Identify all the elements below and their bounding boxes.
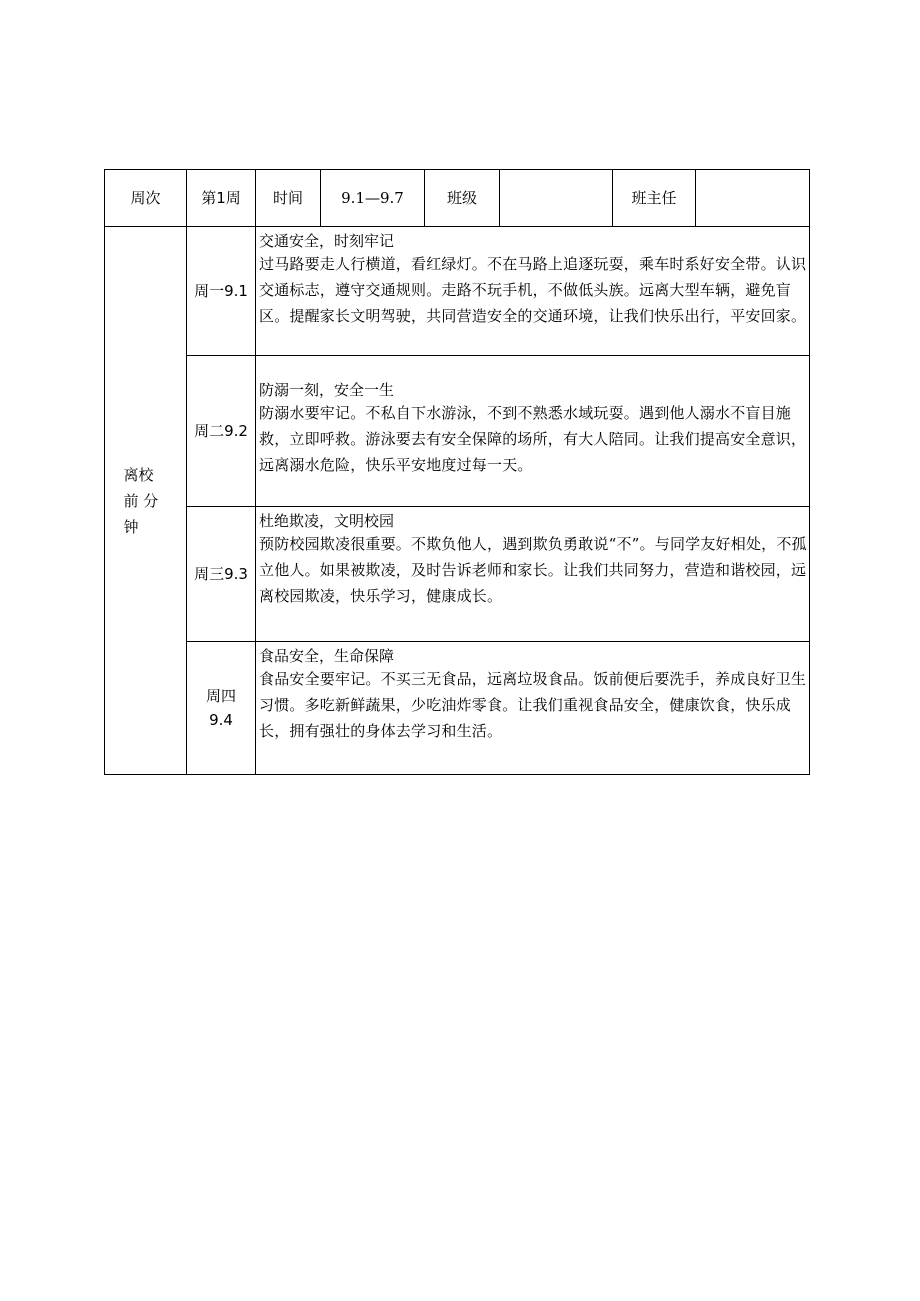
table-row [105,227,810,356]
teacher-value [696,170,810,227]
table-row [105,642,810,775]
time-value: 9.1—9.7 [321,170,425,227]
class-value [500,170,613,227]
class-label: 班级 [425,170,500,227]
header-row [105,170,810,227]
topic-content: 食品安全要牢记。不买三无食品，远离垃圾食品。饭前便后要洗手，养成良好卫生习惯。多吃新鲜蔬果，少吃油炸零食。让我们重视食品安全，健康饮食，快乐成长，拥有强壮的身体去学习和生活。 [259,670,807,740]
week-label: 周次 [105,170,187,227]
topic-title: 食品安全，生命保障 [259,647,395,665]
topic-title: 交通安全，时刻牢记 [259,232,395,250]
day-label: 周三9.3 [194,565,248,583]
teacher-label: 班主任 [613,170,696,227]
topic-content: 防溺水要牢记。不私自下水游泳，不到不熟悉水域玩耍。遇到他人溺水不盲目施救，立即呼救。游泳要去有安全保障的场所，有大人陪同。让我们提高安全意识，远离溺水危险，快乐平安地度过每一天。 [259,404,807,474]
topic-title: 杜绝欺凌，文明校园 [259,512,395,530]
table-row [105,356,810,507]
week-value: 第1周 [187,170,256,227]
topic-content: 预防校园欺凌很重要。不欺负他人，遇到欺负勇敢说“不”。与同学友好相处，不孤立他人。如果被欺凌，及时告诉老师和家长。让我们共同努力，营造和谐校园，远离校园欺凌，快乐学习，健康成长。 [259,535,807,605]
time-label: 时间 [256,170,321,227]
day-label: 周二9.2 [194,422,248,440]
topic-title: 防溺一刻，安全一生 [259,381,395,399]
day-cell [187,507,256,642]
section-label-cell [105,227,187,775]
section-label: 离校前 分钟 [123,465,159,536]
content-cell [256,227,810,356]
topic-content: 过马路要走人行横道，看红绿灯。不在马路上追逐玩耍，乘车时系好安全带。认识交通标志，遵守交通规则。走路不玩手机，不做低头族。远离大型车辆，避免盲区。提醒家长文明驾驶，共同营造安全的交通环境，让我们快乐出行，平安回家。 [259,255,807,325]
content-cell [256,642,810,775]
day-label: 周四9.4 [205,686,236,729]
day-cell [187,356,256,507]
day-cell [187,642,256,775]
schedule-table [104,169,810,775]
day-label: 周一9.1 [194,282,248,300]
day-cell [187,227,256,356]
content-cell [256,356,810,507]
table-row [105,507,810,642]
content-cell [256,507,810,642]
